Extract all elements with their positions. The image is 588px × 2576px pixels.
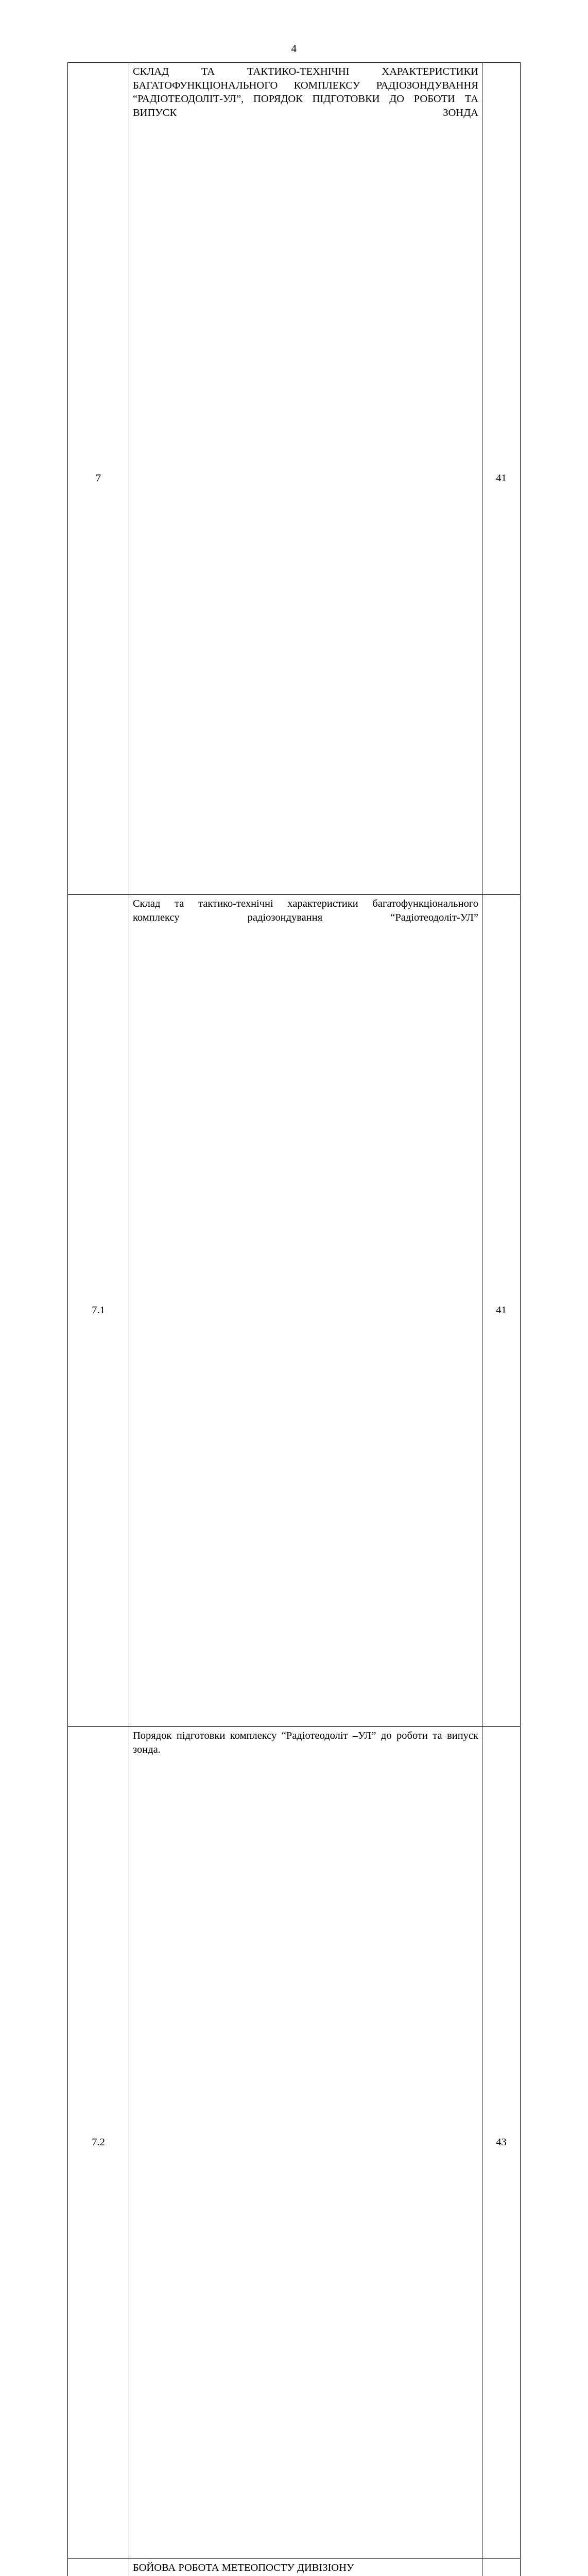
row-title: СКЛАД ТА ТАКТИКО-ТЕХНІЧНІ ХАРАКТЕРИСТИКИ БАГАТОФУНКЦІОНАЛЬНОГО КОМПЛЕКСУ РАДІОЗОНДУВАННЯ “РАДІОТЕОДОЛІТ-УЛ”, ПОРЯДОК ПІДГОТОВКИ ДО РОБОТИ ТА ВИПУСК ЗОНДА — [133, 66, 478, 132]
row-number: 7.1 — [68, 895, 129, 1727]
table-row — [68, 2559, 521, 2576]
row-page — [482, 2559, 521, 2576]
row-number: 7.2 — [68, 1727, 129, 2559]
row-page: 41 — [482, 895, 521, 1727]
row-number — [68, 2559, 129, 2576]
row-page: 41 — [482, 63, 521, 895]
table-row — [68, 895, 521, 1727]
table-row — [68, 1727, 521, 2559]
row-title: БОЙОВА РОБОТА МЕТЕОПОСТУ ДИВІЗІОНУ — [133, 2562, 354, 2573]
table-row — [68, 63, 521, 895]
page-number: 4 — [0, 42, 588, 55]
row-title: Склад та тактико-технічні характеристики багатофункціонального комплексу радіозондування “Радіотеодоліт-УЛ” — [133, 898, 478, 937]
row-title: Порядок підготовки комплексу “Радіотеодоліт –УЛ” до роботи та випуск зонда. — [133, 1730, 478, 1755]
row-page: 43 — [482, 1727, 521, 2559]
toc-body — [68, 63, 521, 2576]
table-of-contents — [67, 62, 521, 2576]
row-number: 7 — [68, 63, 129, 895]
document-page — [0, 42, 588, 874]
